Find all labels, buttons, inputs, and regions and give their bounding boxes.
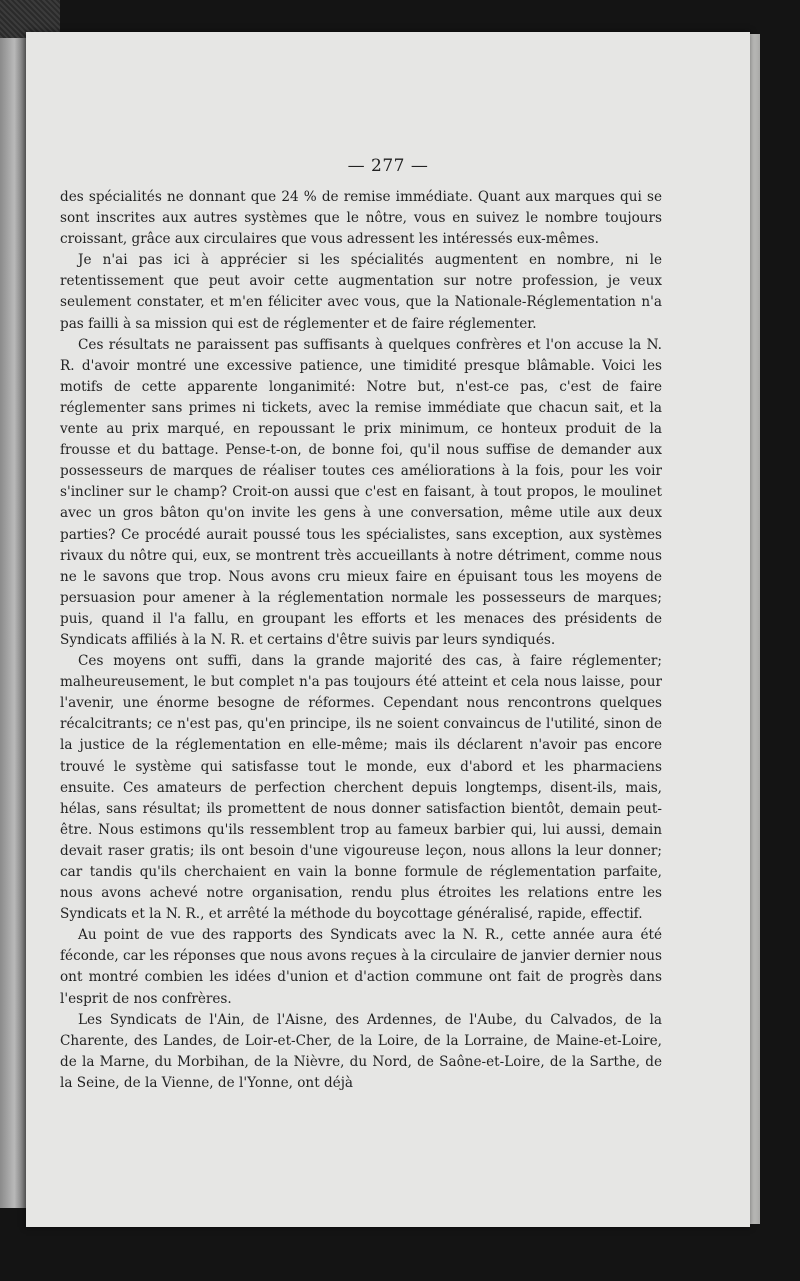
paragraph-3: Ces résultats ne paraissent pas suffisants à quelques confrères et l'on accuse la N. R. d'avoir montré une excessive patience, une timidité presque blâmable. Voici les motifs de cette apparente longanimité: Notre but, n'est-ce pas, c'est de faire réglementer sans primes ni tickets, avec la remise immédiate que chacun sait, et la vente au prix marqué, en repoussant le prix minimum, ce honteux produit de la frousse et du battage. Pense-t-on, de bonne foi, qu'il nous suffise de demander aux possesseurs de marques de réaliser toutes ces améliorations à la fois, pour les voir s'incliner sur le champ? Croit-on aussi que c'est en faisant, à tout propos, le moulinet avec un gros bâton qu'on invite les gens à une conversation, même utile aux deux parties? Ce procédé aurait poussé tous les spécialistes, sans exception, aux systèmes rivaux du nôtre qui, eux, se montrent très accueillants à notre détriment, comme nous ne le savons que trop. Nous avons cru mieux faire en épuisant tous les moyens de persuasion pour amener à la réglementation normale les possesseurs de marques; puis, quand il l'a fallu, en groupant les efforts et les menaces des présidents de Syndicats affiliés à la N. R. et certains d'être suivis par leurs syndiqués. — [60, 336, 662, 648]
body-text — [60, 187, 662, 1094]
paragraph-1: des spécialités ne donnant que 24 % de remise immédiate. Quant aux marques qui se sont inscrites aux autres systèmes que le nôtre, vous en suivez le nombre toujours croissant, grâce aux circulaires que vous adressent les intéressés eux-mêmes. — [60, 189, 662, 248]
page-number: — 277 — — [347, 156, 429, 176]
paragraph-4: Ces moyens ont suffi, dans la grande majorité des cas, à faire réglementer; malheureusement, le but complet n'a pas toujours été atteint et cela nous laisse, pour l'avenir, une énorme besogne de réformes. Cependant nous rencontrons quelques récalcitrants; ce n'est pas, qu'en principe, ils ne soient convaincus de l'utilité, sinon de la justice de la réglementation en elle-même; mais ils déclarent n'avoir pas encore trouvé le système qui satisfasse tout le monde, eux d'abord et les pharmaciens ensuite. Ces amateurs de perfection cherchent depuis longtemps, disent-ils, mais, hélas, sans résultat; ils promettent de nous donner satisfaction bientôt, demain peut-être. Nous estimons qu'ils ressemblent trop au fameux barbier qui, lui aussi, demain devait raser gratis; ils ont besoin d'une vigoureuse leçon, nous allons la leur donner; car tandis qu'ils cherchaient en vain la bonne formule de réglementation parfaite, nous avons achevé notre organisation, rendu plus étroites les relations entre les Syndicats et la N. R., et arrêté la méthode du boycottage généralisé, rapide, effectif. — [60, 653, 662, 923]
paragraph-2: Je n'ai pas ici à apprécier si les spécialités augmentent en nombre, ni le retentissement que peut avoir cette augmentation sur notre profession, je veux seulement constater, et m'en féliciter avec vous, que la Nationale-Réglementation n'a pas failli à sa mission qui est de réglementer et de faire réglementer. — [60, 252, 662, 332]
paragraph-6: Les Syndicats de l'Ain, de l'Aisne, des Ardennes, de l'Aube, du Calvados, de la Charente, des Landes, de Loir-et-Cher, de la Loire, de la Lorraine, de Maine-et-Loire, de la Marne, du Morbihan, de la Nièvre, du Nord, de Saône-et-Loire, de la Sarthe, de la Seine, de la Vienne, de l'Yonne, ont déjà — [60, 1011, 662, 1091]
paragraph-5: Au point de vue des rapports des Syndicats avec la N. R., cette année aura été féconde, car les réponses que nous avons reçues à la circulaire de janvier dernier nous ont montré combien les idées d'union et d'action commune ont fait de progrès dans l'esprit de nos confrères. — [60, 927, 662, 1007]
book-page — [26, 32, 750, 1227]
previous-page-edge — [0, 38, 26, 1208]
